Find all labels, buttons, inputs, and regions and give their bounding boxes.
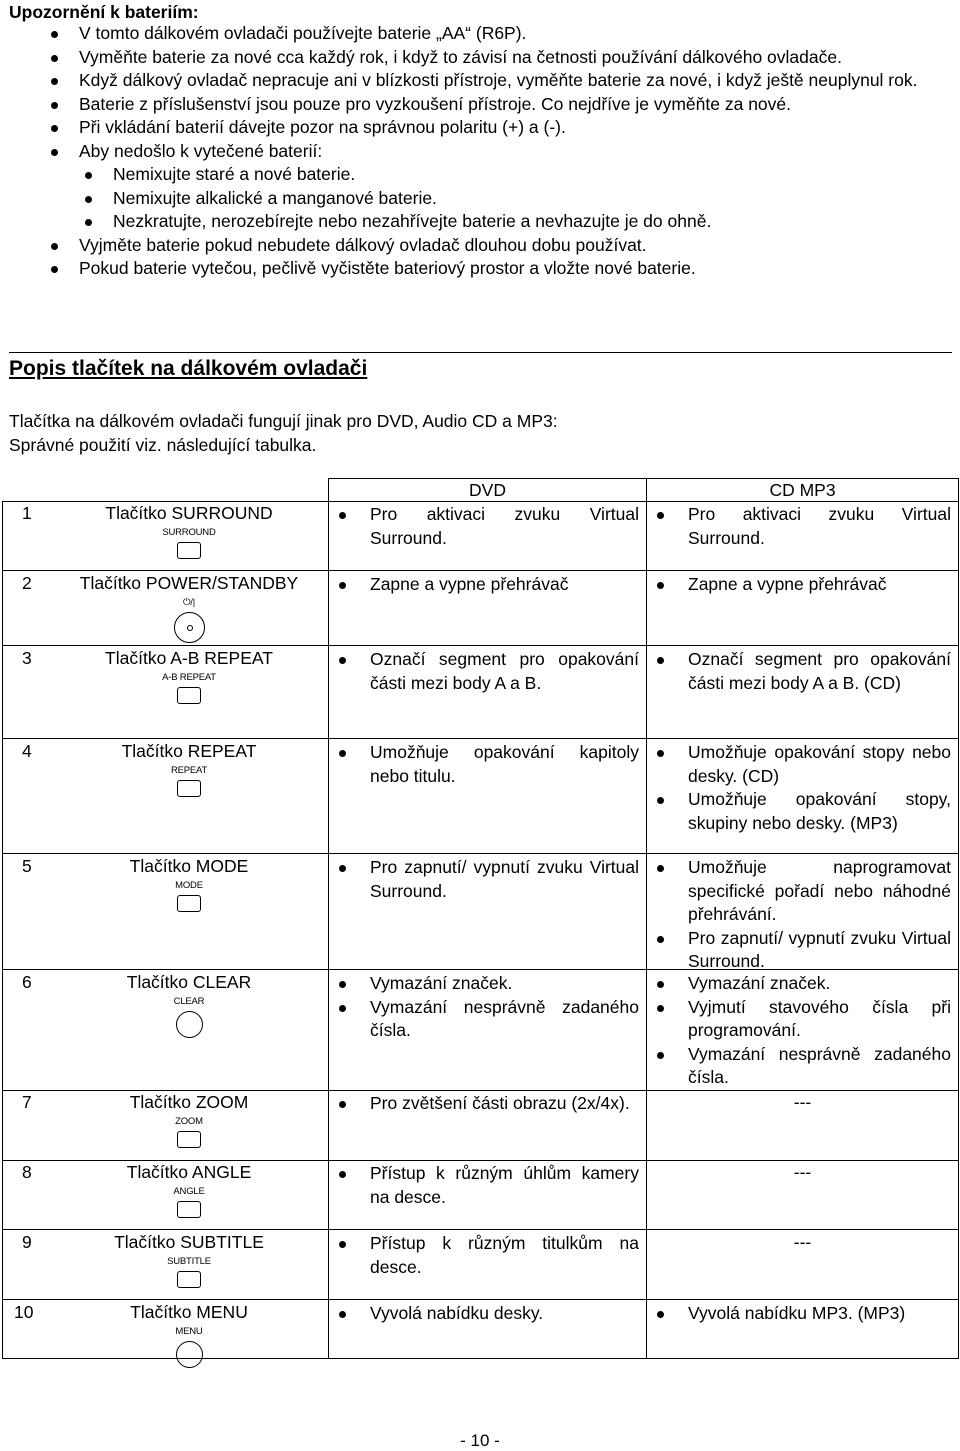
battery-item: Když dálkový ovladač nepracuje ani v blízkosti přístroje, vyměňte baterie za nové, i když ještě neuplynul rok. — [79, 69, 950, 93]
button-small-label: A-B REPEAT — [162, 672, 216, 683]
button-small-label: SUBTITLE — [167, 1256, 211, 1267]
row-number: 8 — [22, 1162, 32, 1182]
row-number: 6 — [22, 972, 32, 992]
battery-subitem: Nemixujte staré a nové baterie. — [113, 163, 950, 187]
cd-description-item: Pro zapnutí/ vypnutí zvuku Virtual Surround. — [688, 927, 951, 974]
battery-item — [79, 140, 950, 234]
cd-description — [688, 573, 951, 597]
button-name: Tlačítko CLEAR — [126, 972, 252, 992]
page-number: - 10 - — [460, 1431, 500, 1450]
row-divider — [2, 570, 959, 571]
row-divider — [2, 645, 959, 646]
dvd-description-item: Zapne a vypne přehrávač — [370, 573, 639, 597]
button-cell — [60, 1162, 318, 1218]
button-name: Tlačítko A-B REPEAT — [105, 648, 273, 668]
cd-description — [688, 856, 951, 974]
dvd-description-item: Přístup k různým úhlům kamery na desce. — [370, 1162, 639, 1209]
button-cell — [60, 1092, 318, 1148]
button-cell — [60, 503, 318, 559]
dvd-description-item: Vymazání značek. — [370, 972, 639, 996]
dvd-description-item: Pro zvětšení části obrazu (2x/4x). — [370, 1092, 639, 1116]
rect-button-icon — [177, 687, 201, 704]
section-intro — [9, 410, 558, 457]
button-cell — [60, 856, 318, 912]
dvd-description — [370, 1092, 639, 1116]
row-divider — [2, 853, 959, 854]
dvd-description-item: Pro zapnutí/ vypnutí zvuku Virtual Surround. — [370, 856, 639, 903]
button-small-label: ⏻/| — [182, 597, 196, 608]
intro-line: Správné použití viz. následující tabulka. — [9, 434, 317, 455]
button-cell — [60, 1232, 318, 1288]
button-small-label: CLEAR — [173, 996, 205, 1007]
cd-description-item: Umožňuje opakování stopy nebo desky. (CD) — [688, 741, 951, 788]
dvd-description — [370, 741, 639, 788]
cd-description-item: Pro aktivaci zvuku Virtual Surround. — [688, 503, 951, 550]
row-number: 3 — [22, 648, 32, 668]
dvd-description-item: Umožňuje opakování kapitoly nebo titulu. — [370, 741, 639, 788]
dvd-description-item: Pro aktivaci zvuku Virtual Surround. — [370, 503, 639, 550]
intro-line: Tlačítka na dálkovém ovladači fungují jinak pro DVD, Audio CD a MP3: — [9, 411, 558, 431]
header-dvd: DVD — [328, 478, 647, 502]
cd-description — [688, 503, 951, 550]
battery-item: Vyjměte baterie pokud nebudete dálkový ovladač dlouhou dobu používat. — [79, 234, 950, 258]
dvd-description — [370, 972, 639, 1043]
button-small-label: ANGLE — [173, 1186, 205, 1197]
row-number: 5 — [22, 856, 32, 876]
rect-button-icon — [177, 1201, 201, 1218]
rect-button-icon — [177, 542, 201, 559]
battery-item: V tomto dálkovém ovladači používejte baterie „AA“ (R6P). — [79, 22, 950, 46]
dvd-description-item: Přístup k různým titulkům na desce. — [370, 1232, 639, 1279]
rect-button-icon — [177, 780, 201, 797]
dvd-description — [370, 1232, 639, 1279]
dvd-description-item: Vymazání nesprávně zadaného čísla. — [370, 996, 639, 1043]
battery-subitem: Nemixujte alkalické a manganové baterie. — [113, 187, 950, 211]
button-cell — [60, 741, 318, 797]
button-name: Tlačítko SUBTITLE — [114, 1232, 264, 1252]
power-button-icon — [174, 612, 205, 643]
dvd-description — [370, 1162, 639, 1209]
cd-description-item: Vyjmutí stavového čísla při programování. — [688, 996, 951, 1043]
dvd-description — [370, 1302, 639, 1326]
cd-not-applicable: --- — [793, 1092, 812, 1112]
button-small-label: REPEAT — [170, 765, 208, 776]
rect-button-icon — [177, 1271, 201, 1288]
battery-item-text: Aby nedošlo k vytečené baterií: — [79, 140, 323, 161]
button-cell — [60, 972, 318, 1038]
button-cell — [60, 1302, 318, 1368]
cd-description-item: Vymazání značek. — [688, 972, 951, 996]
table-divider — [646, 501, 647, 1359]
battery-subitem: Nezkratujte, nerozebírejte nebo nezahřívejte baterie a nevhazujte je do ohně. — [113, 210, 950, 234]
button-cell — [60, 648, 318, 704]
cd-description-item: Zapne a vypne přehrávač — [688, 573, 951, 597]
dvd-description-item: Vyvolá nabídku desky. — [370, 1302, 639, 1326]
button-name: Tlačítko MODE — [129, 856, 249, 876]
row-number: 7 — [22, 1092, 32, 1112]
button-small-label: SURROUND — [162, 527, 216, 538]
rect-button-icon — [177, 1131, 201, 1148]
battery-item: Baterie z příslušenství jsou pouze pro vyzkoušení přístroje. Co nejdříve je vyměňte za nové. — [79, 93, 950, 117]
button-small-label: MODE — [175, 880, 203, 891]
section-divider — [9, 352, 952, 353]
cd-description — [688, 972, 951, 1090]
cd-description-item: Vyvolá nabídku MP3. (MP3) — [688, 1302, 951, 1326]
cd-description — [688, 1302, 951, 1326]
row-divider — [2, 738, 959, 739]
button-name: Tlačítko ANGLE — [126, 1162, 252, 1182]
cd-description — [688, 648, 951, 695]
dvd-description — [370, 856, 639, 903]
cd-description-item: Vymazání nesprávně zadaného čísla. — [688, 1043, 951, 1090]
row-number: 10 — [14, 1302, 34, 1322]
cd-description-item: Umožňuje naprogramovat specifické pořadí nebo náhodné přehrávání. — [688, 856, 951, 927]
button-name: Tlačítko SURROUND — [105, 503, 273, 523]
row-divider — [2, 1090, 959, 1091]
row-divider — [2, 1160, 959, 1161]
button-small-label: ZOOM — [175, 1116, 203, 1127]
row-number: 2 — [22, 573, 32, 593]
dvd-description — [370, 573, 639, 597]
battery-item: Pokud baterie vytečou, pečlivě vyčistěte bateriový prostor a vložte nové baterie. — [79, 257, 950, 281]
button-name: Tlačítko MENU — [130, 1302, 248, 1322]
row-number: 1 — [22, 503, 32, 523]
table-divider — [328, 501, 329, 1359]
row-divider — [2, 1299, 959, 1300]
button-small-label: MENU — [175, 1326, 203, 1337]
battery-list — [45, 22, 950, 281]
button-name: Tlačítko POWER/STANDBY — [79, 573, 299, 593]
cd-description — [688, 741, 951, 835]
row-divider — [2, 1229, 959, 1230]
rect-button-icon — [177, 895, 201, 912]
row-number: 4 — [22, 741, 32, 761]
dvd-description-item: Označí segment pro opakování části mezi body A a B. — [370, 648, 639, 695]
cd-not-applicable: --- — [793, 1232, 812, 1252]
section-title: Popis tlačítek na dálkovém ovladači — [9, 357, 368, 380]
button-name: Tlačítko REPEAT — [121, 741, 257, 761]
dvd-description — [370, 648, 639, 695]
battery-item: Vyměňte baterie za nové cca každý rok, i když to závisí na četnosti používání dálkového ovladače. — [79, 46, 950, 70]
row-number: 9 — [22, 1232, 32, 1252]
dvd-description — [370, 503, 639, 550]
round-button-icon — [176, 1341, 203, 1368]
cd-description-item: Umožňuje opakování stopy, skupiny nebo desky. (MP3) — [688, 788, 951, 835]
button-name: Tlačítko ZOOM — [129, 1092, 249, 1112]
battery-item: Při vkládání baterií dávejte pozor na správnou polaritu (+) a (-). — [79, 116, 950, 140]
header-cd-mp3: CD MP3 — [646, 478, 959, 502]
cd-description-item: Označí segment pro opakování části mezi body A a B. (CD) — [688, 648, 951, 695]
cd-not-applicable: --- — [793, 1162, 812, 1182]
round-button-icon — [176, 1011, 203, 1038]
button-cell — [60, 573, 318, 643]
battery-title: Upozornění k bateriím: — [9, 2, 199, 22]
